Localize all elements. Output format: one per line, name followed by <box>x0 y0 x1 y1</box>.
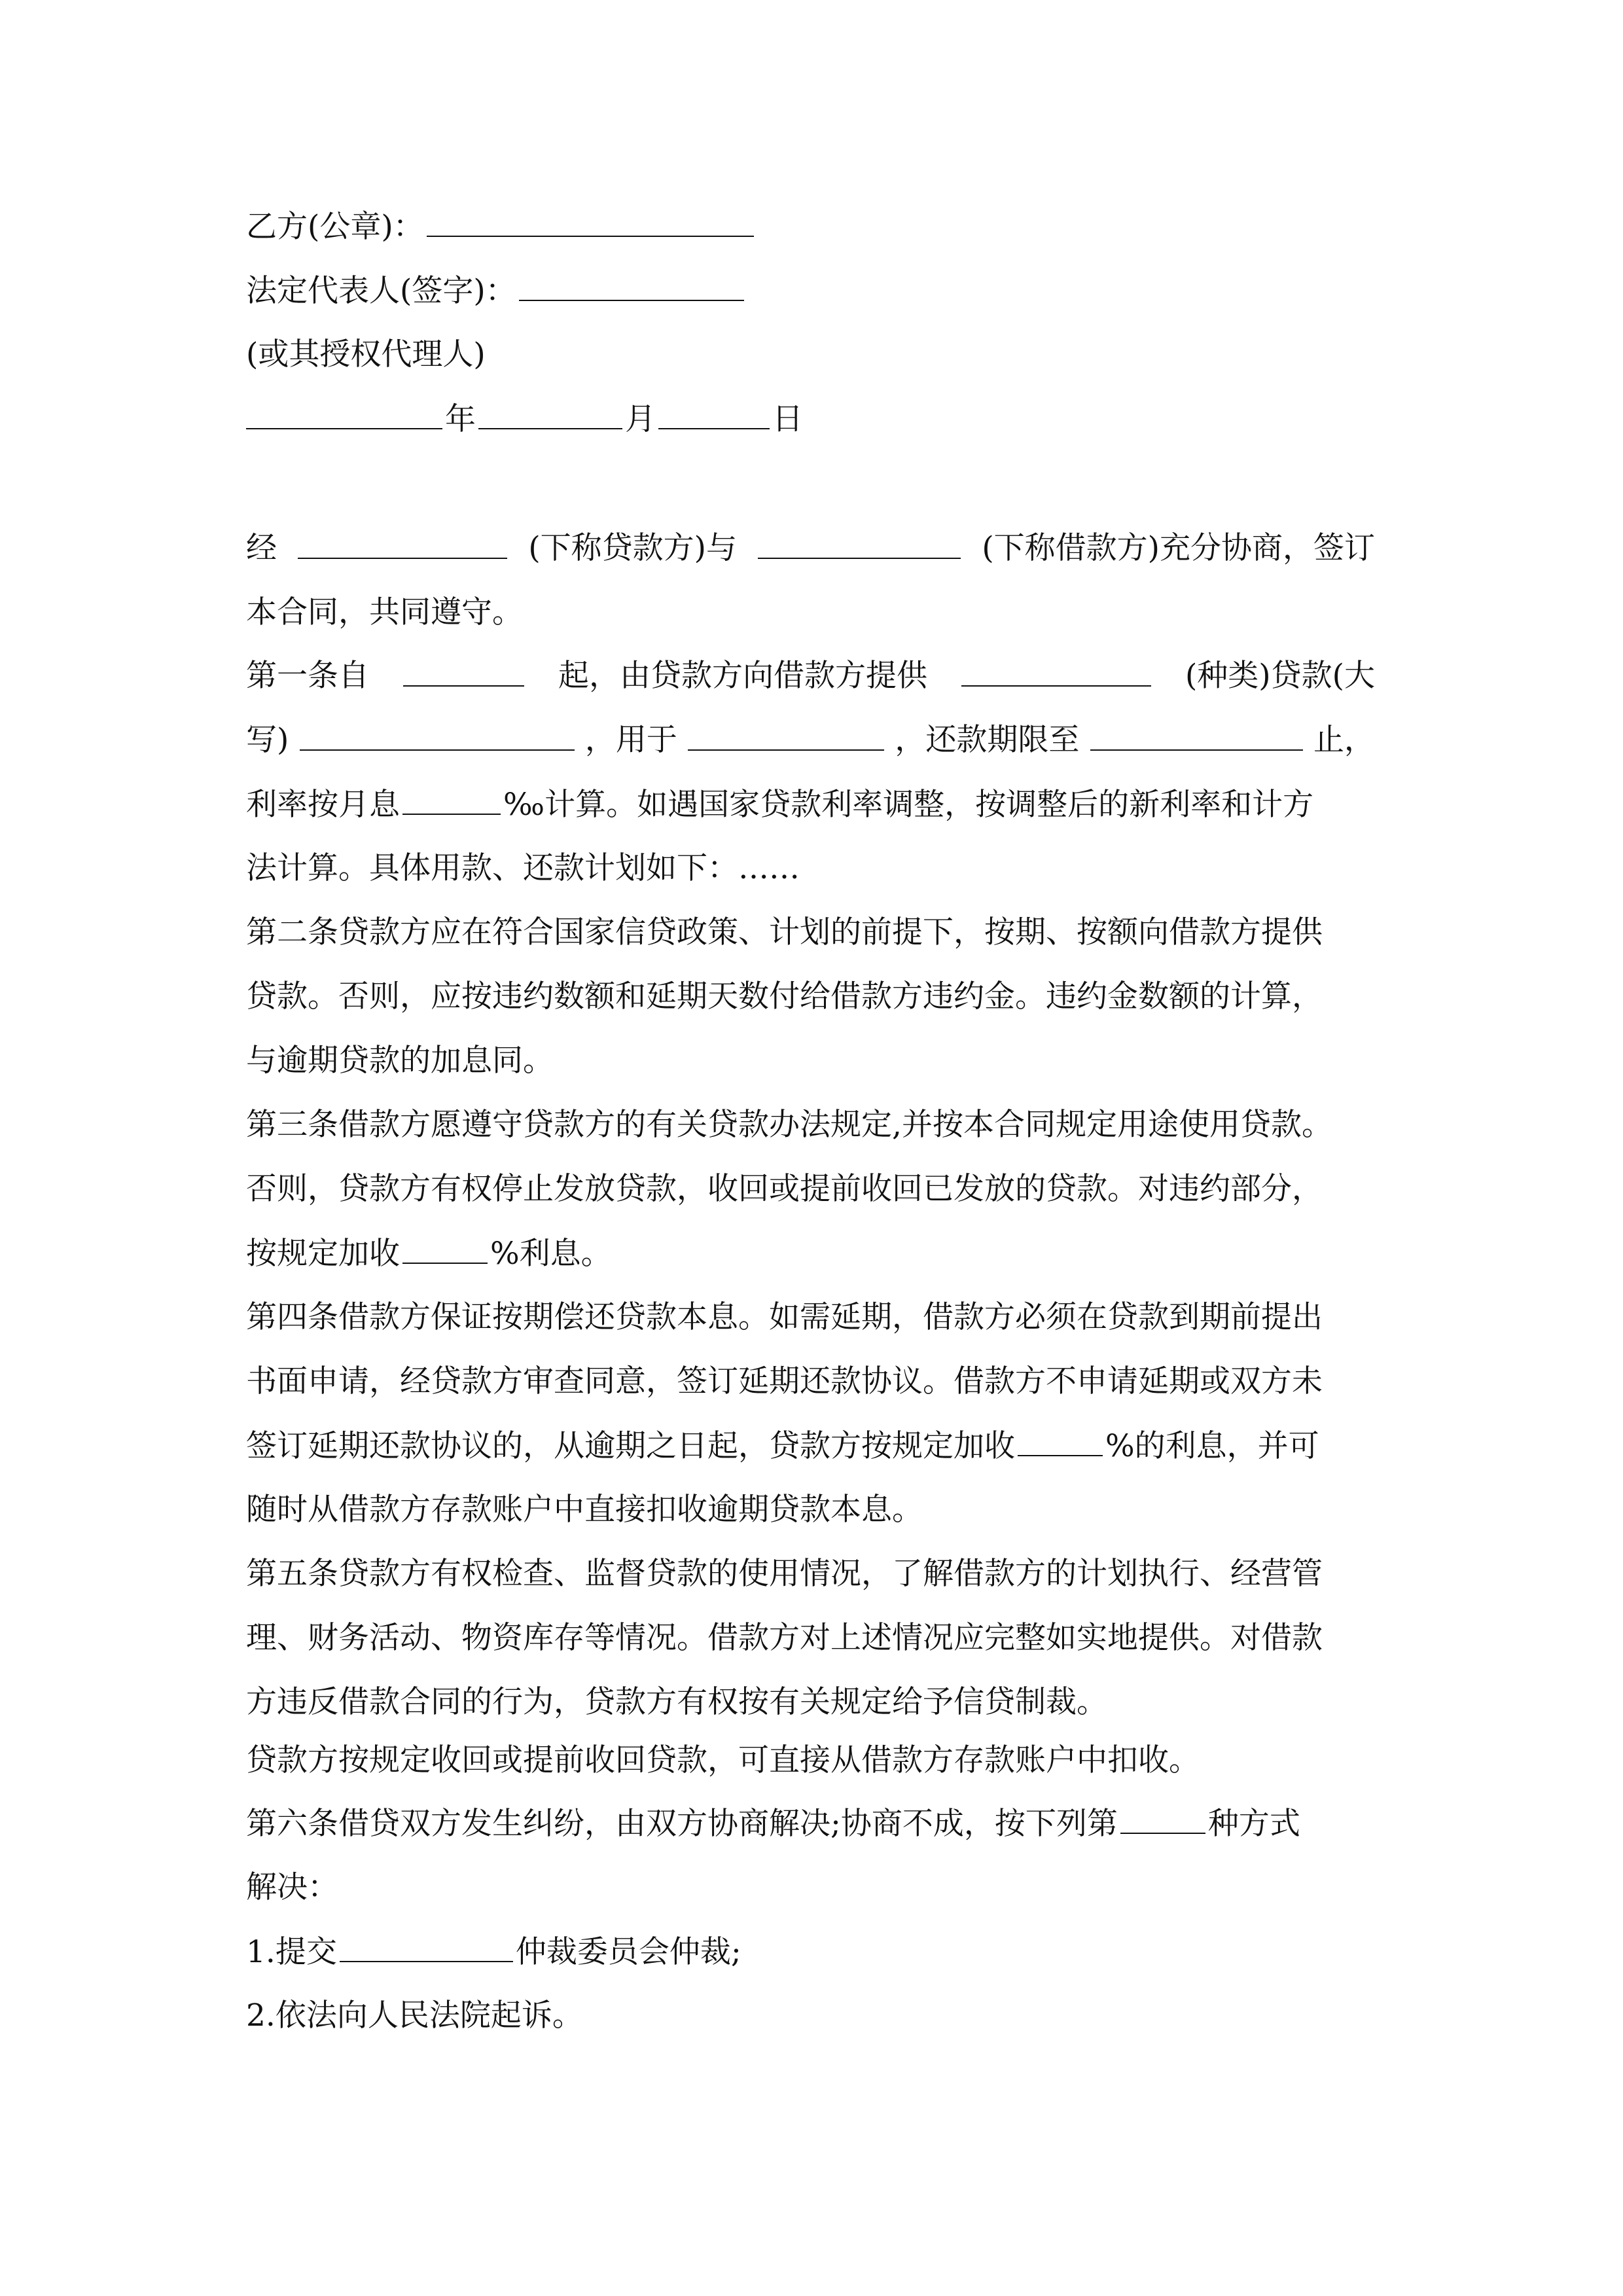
article5-line-2: 理、财务活动、物资库存等情况。借款方对上述情况应完整如实地提供。对借款 <box>246 1620 1323 1656</box>
month-label: 月 <box>625 401 656 437</box>
borrower-blank[interactable] <box>758 529 961 559</box>
article2-line-2: 贷款。否则，应按违约数额和延期天数付给借款方违约金。违约金数额的计算， <box>246 978 1323 1014</box>
party-b-seal-label: 乙方(公章)： <box>246 209 424 245</box>
article6-line-2: 解决： <box>246 1869 338 1905</box>
purpose-blank[interactable] <box>688 721 884 751</box>
party-b-seal-line <box>246 207 757 247</box>
article4-text: 签订延期还款协议的，从逾期之日起，贷款方按规定加收 <box>246 1428 1015 1464</box>
day-label: 日 <box>772 401 803 437</box>
intro-line-1 <box>246 529 1375 568</box>
article6-text: 1.提交 <box>246 1934 337 1970</box>
dispute-option-blank[interactable] <box>1120 1804 1205 1834</box>
article1-text: ‰计算。如遇国家贷款利率调整，按调整后的新利率和计方 <box>503 787 1314 823</box>
article2-line-3: 与逾期贷款的加息同。 <box>246 1043 554 1079</box>
article1-text: ，还款期限至 <box>895 722 1080 758</box>
article1-line-4: 法计算。具体用款、还款计划如下：…… <box>246 850 800 886</box>
article1-text: (种类)贷款(大 <box>1185 658 1375 694</box>
article3-text: %利息。 <box>490 1236 612 1272</box>
overdue-rate-blank[interactable] <box>1018 1426 1103 1456</box>
article4-line-3 <box>246 1426 1319 1466</box>
lender-blank[interactable] <box>298 529 507 559</box>
article1-text: ，用于 <box>584 722 677 758</box>
article4-text: %的利息，并可 <box>1105 1428 1319 1464</box>
article2-line-1: 第二条贷款方应在符合国家信贷政策、计划的前提下，按期、按额向借款方提供 <box>246 914 1323 950</box>
article6-text: 仲裁委员会仲裁; <box>515 1934 741 1970</box>
article3-text: 按规定加收 <box>246 1236 400 1272</box>
article3-line-1: 第三条借款方愿遵守贷款方的有关贷款办法规定,并按本合同规定用途使用贷款。 <box>246 1107 1332 1143</box>
article1-line-1 <box>246 656 1375 696</box>
article4-line-4: 随时从借款方存款账户中直接扣收逾期贷款本息。 <box>246 1492 923 1528</box>
month-blank[interactable] <box>478 399 622 429</box>
year-blank[interactable] <box>246 399 442 429</box>
legal-rep-line <box>246 271 747 311</box>
party-b-seal-blank[interactable] <box>427 207 754 237</box>
article1-line-3 <box>246 785 1313 825</box>
intro-borrower: (下称借款方)充分协商，签订 <box>982 530 1375 566</box>
article1-text: 起，由贷款方向借款方提供 <box>558 658 927 694</box>
penalty-rate-blank[interactable] <box>402 1234 488 1264</box>
article6-text: 第六条借贷双方发生纠纷，由双方协商解决;协商不成，按下列第 <box>246 1806 1118 1842</box>
article4-line-2: 书面申请，经贷款方审查同意，签订延期还款协议。借款方不申请延期或双方未 <box>246 1363 1323 1399</box>
article6-text: 种方式 <box>1207 1806 1300 1842</box>
legal-rep-blank[interactable] <box>519 271 744 301</box>
article1-text: 止， <box>1313 722 1375 758</box>
article5-line-4: 贷款方按规定收回或提前收回贷款，可直接从借款方存款账户中扣收。 <box>246 1742 1200 1778</box>
intro-start: 经 <box>246 530 277 566</box>
article5-line-3: 方违反借款合同的行为，贷款方有权按有关规定给予信贷制裁。 <box>246 1684 1107 1720</box>
article1-text: 第一条自 <box>246 658 369 694</box>
article1-text: 利率按月息 <box>246 787 400 823</box>
intro-lender: (下称贷款方)与 <box>528 530 737 566</box>
repay-date-blank[interactable] <box>1090 721 1303 751</box>
article3-line-2: 否则，贷款方有权停止发放贷款，收回或提前收回已发放的贷款。对违约部分， <box>246 1171 1323 1207</box>
article6-option-1 <box>246 1932 741 1972</box>
article4-line-1: 第四条借款方保证按期偿还贷款本息。如需延期，借款方必须在贷款到期前提出 <box>246 1299 1323 1335</box>
agent-line: (或其授权代理人) <box>246 336 486 372</box>
article1-line-2 <box>246 721 1375 760</box>
article6-line-1 <box>246 1804 1300 1844</box>
arbitration-committee-blank[interactable] <box>340 1932 513 1962</box>
day-blank[interactable] <box>658 399 770 429</box>
monthly-rate-blank[interactable] <box>402 785 501 815</box>
legal-rep-label: 法定代表人(签字)： <box>246 273 516 309</box>
amount-blank[interactable] <box>300 721 575 751</box>
article3-line-3 <box>246 1234 612 1274</box>
article1-text: 写) <box>246 722 289 758</box>
year-label: 年 <box>445 401 476 437</box>
date-line <box>246 399 803 439</box>
loan-type-blank[interactable] <box>961 656 1151 687</box>
article5-line-1: 第五条贷款方有权检查、监督贷款的使用情况，了解借款方的计划执行、经营管 <box>246 1556 1323 1592</box>
article6-option-2: 2.依法向人民法院起诉。 <box>246 1998 583 2034</box>
start-date-blank[interactable] <box>403 656 524 687</box>
intro-line-2: 本合同，共同遵守。 <box>246 594 523 630</box>
